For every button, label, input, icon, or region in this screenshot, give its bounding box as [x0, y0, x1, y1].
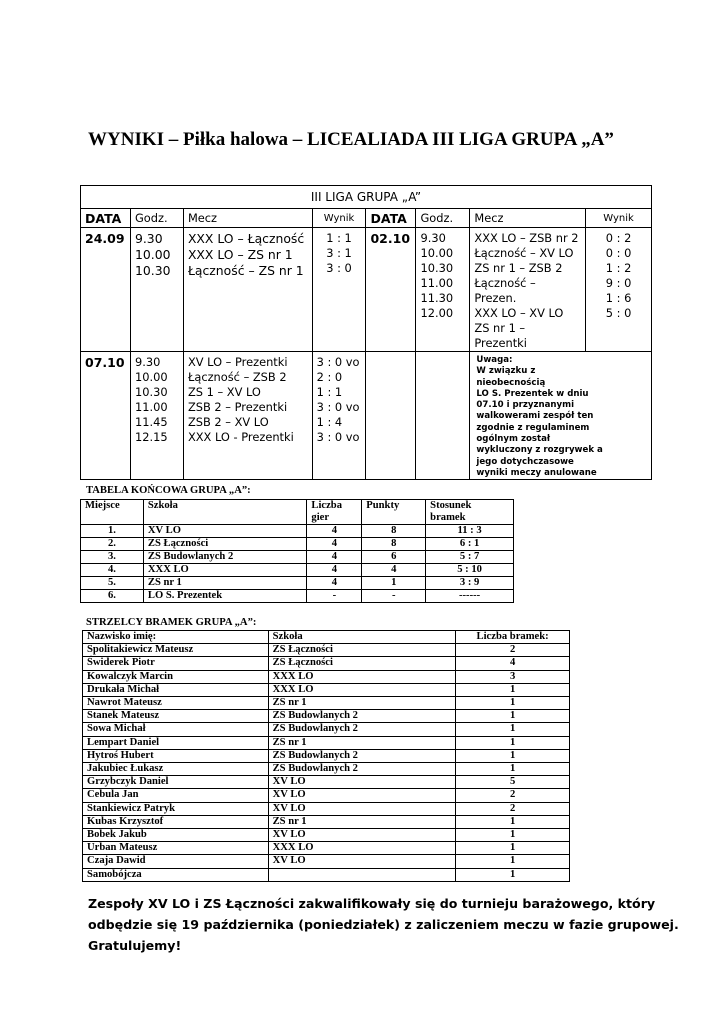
match-date: 07.10 — [81, 352, 131, 480]
scorers-table — [82, 630, 570, 882]
table-row — [83, 829, 570, 842]
school: XXX LO — [143, 564, 307, 577]
match-pairings — [183, 352, 312, 480]
table-row — [83, 763, 570, 776]
table-row — [83, 868, 570, 881]
player-goals: 1 — [456, 763, 570, 776]
place: 2. — [81, 538, 144, 551]
table-row — [83, 644, 570, 657]
scorers-header-row — [83, 631, 570, 644]
match-pairing: Łączność – ZSB 2 — [187, 370, 287, 384]
player-school: ZS nr 1 — [268, 697, 456, 710]
match-results — [312, 228, 366, 352]
header-time: Godz. — [130, 209, 183, 228]
note-line: Uwaga: — [476, 355, 513, 365]
table-row — [83, 683, 570, 696]
match-time: 10.00 — [134, 370, 168, 384]
header-match: Mecz — [470, 209, 586, 228]
match-time: 11.45 — [134, 415, 168, 429]
place: 5. — [81, 577, 144, 590]
standings-title: TABELA KOŃCOWA GRUPA „A”: — [86, 485, 251, 496]
player-school: ZS Budowlanych 2 — [268, 763, 456, 776]
points: 6 — [362, 551, 426, 564]
player-goals: 1 — [456, 697, 570, 710]
player-school: XXX LO — [268, 842, 456, 855]
note-line: jego dotychczasowe — [476, 456, 574, 467]
header-result: Wynik — [586, 209, 652, 228]
match-pairing: Łączność – Prezen. — [474, 276, 536, 305]
match-results — [312, 352, 366, 480]
player-school: ZS Łączności — [268, 657, 456, 670]
school: ZS Łączności — [143, 538, 307, 551]
note-line: wykluczony z rozgrywek a — [476, 445, 603, 456]
table-row — [83, 789, 570, 802]
match-time: 9.30 — [420, 231, 446, 245]
note-line: nieobecnością — [476, 377, 546, 388]
qualification-note: Zespoły XV LO i ZS Łączności zakwalifikowały się do turnieju barażowego, który odbędzie się 19 października (poniedziałek) z zaliczeniem meczu w fazie grupowej. Gratulujemy! — [88, 896, 679, 953]
player-goals: 1 — [456, 829, 570, 842]
player-name: Stankiewicz Patryk — [83, 802, 269, 815]
player-name: Grzybczyk Daniel — [83, 776, 269, 789]
standings-header-row — [81, 500, 514, 525]
table-row — [83, 723, 570, 736]
table-row — [81, 538, 514, 551]
goal-ratio: 11 : 3 — [426, 525, 514, 538]
note-line: LO S. Prezentek w dniu — [476, 388, 589, 399]
match-pairing: XXX LO – ZS nr 1 — [187, 247, 293, 262]
match-result: 3 : 0 vo — [316, 355, 360, 369]
match-time: 12.00 — [420, 306, 454, 320]
match-result: 3 : 0 — [326, 261, 352, 275]
match-pairing: ZSB 2 – Prezentki — [187, 400, 288, 414]
games: - — [307, 590, 362, 603]
match-time: 10.30 — [134, 385, 168, 399]
player-school: ZS nr 1 — [268, 815, 456, 828]
player-goals: 4 — [456, 657, 570, 670]
player-name: Świderek Piotr — [83, 657, 269, 670]
place: 6. — [81, 590, 144, 603]
table-row — [81, 564, 514, 577]
player-school — [268, 868, 456, 881]
table-row — [83, 749, 570, 762]
player-name: Spolitakiewicz Mateusz — [83, 644, 269, 657]
player-name: Cebula Jan — [83, 789, 269, 802]
match-date: 24.09 — [81, 228, 131, 352]
header-games — [307, 500, 362, 525]
player-goals: 2 — [456, 644, 570, 657]
place: 3. — [81, 551, 144, 564]
match-pairing: XXX LO – Łączność — [187, 231, 305, 246]
player-school: XV LO — [268, 776, 456, 789]
player-school: XXX LO — [268, 670, 456, 683]
header-place: Miejsce — [81, 500, 144, 525]
header-goal-ratio — [426, 500, 514, 525]
points: 8 — [362, 525, 426, 538]
table-row — [83, 855, 570, 868]
header-games-line: gier — [311, 512, 330, 523]
place: 4. — [81, 564, 144, 577]
goal-ratio: 6 : 1 — [426, 538, 514, 551]
empty-cell — [366, 352, 416, 480]
player-goals: 1 — [456, 815, 570, 828]
player-school: XV LO — [268, 829, 456, 842]
player-goals: 1 — [456, 683, 570, 696]
player-name: Lempart Daniel — [83, 736, 269, 749]
match-time: 12.15 — [134, 430, 168, 444]
note-line: W związku z — [476, 366, 536, 377]
school: ZS nr 1 — [143, 577, 307, 590]
points: 4 — [362, 564, 426, 577]
match-times — [130, 352, 183, 480]
player-goals: 1 — [456, 855, 570, 868]
player-name: Nawrot Mateusz — [83, 697, 269, 710]
player-name: Jakubiec Łukasz — [83, 763, 269, 776]
match-time: 11.00 — [134, 400, 168, 414]
match-pairing: ZSB 2 – XV LO — [187, 415, 269, 429]
player-name: Bobek Jakub — [83, 829, 269, 842]
table-row — [83, 815, 570, 828]
player-goals: 2 — [456, 802, 570, 815]
player-goals: 3 — [456, 670, 570, 683]
note-line: wyniki meczy anulowane — [476, 467, 597, 478]
player-name: Stanek Mateusz — [83, 710, 269, 723]
player-school: XV LO — [268, 789, 456, 802]
table-row — [81, 590, 514, 603]
match-result: 3 : 0 vo — [316, 430, 360, 444]
match-time: 10.30 — [420, 261, 454, 275]
header-date: DATA — [366, 209, 416, 228]
match-block-row — [81, 228, 652, 352]
match-result: 3 : 0 vo — [316, 400, 360, 414]
header-name: Nazwisko imię: — [83, 631, 269, 644]
header-result: Wynik — [312, 209, 366, 228]
note-line: ogólnym został — [476, 434, 551, 445]
header-ratio-line: bramek — [430, 512, 466, 523]
match-result: 1 : 4 — [316, 415, 343, 429]
match-time: 11.30 — [420, 291, 454, 305]
player-name: Samobójcza — [83, 868, 269, 881]
match-result: 0 : 0 — [605, 246, 632, 260]
player-goals: 1 — [456, 736, 570, 749]
note-line: 07.10 i przyznanymi — [476, 400, 575, 411]
table-row — [83, 802, 570, 815]
match-pairings — [183, 228, 312, 352]
table-row — [83, 670, 570, 683]
player-name: Czaja Dawid — [83, 855, 269, 868]
player-goals: 1 — [456, 749, 570, 762]
player-name: Urban Mateusz — [83, 842, 269, 855]
match-result: 3 : 1 — [326, 246, 352, 260]
match-pairing: ZS nr 1 – ZSB 2 — [474, 261, 563, 275]
games: 4 — [307, 577, 362, 590]
games: 4 — [307, 525, 362, 538]
player-school: ZS Łączności — [268, 644, 456, 657]
player-goals: 2 — [456, 789, 570, 802]
goal-ratio: 5 : 10 — [426, 564, 514, 577]
match-pairing: Łączność – XV LO — [474, 246, 574, 260]
match-times — [416, 228, 470, 352]
goal-ratio: ------ — [426, 590, 514, 603]
match-times — [130, 228, 183, 352]
match-time: 9.30 — [134, 231, 163, 246]
player-goals: 5 — [456, 776, 570, 789]
match-result: 1 : 1 — [326, 231, 352, 245]
player-school: XV LO — [268, 855, 456, 868]
header-points: Punkty — [362, 500, 426, 525]
match-result: 1 : 6 — [605, 291, 632, 305]
header-goals: Liczba bramek: — [456, 631, 570, 644]
player-school: ZS nr 1 — [268, 736, 456, 749]
goal-ratio: 3 : 9 — [426, 577, 514, 590]
games: 4 — [307, 564, 362, 577]
note-line: walkowerami zespół ten — [476, 411, 594, 422]
match-result: 1 : 2 — [605, 261, 632, 275]
player-name: Drukała Michał — [83, 683, 269, 696]
table-row — [81, 577, 514, 590]
standings-table — [80, 499, 514, 603]
school: LO S. Prezentek — [143, 590, 307, 603]
match-result: 2 : 0 — [316, 370, 343, 384]
match-time: 11.00 — [420, 276, 454, 290]
match-pairing: ZS nr 1 – Prezentki — [474, 321, 527, 350]
player-school: XXX LO — [268, 683, 456, 696]
table-row — [83, 710, 570, 723]
match-result: 1 : 1 — [316, 385, 343, 399]
match-pairing: XXX LO - Prezentki — [187, 430, 294, 444]
player-goals: 1 — [456, 723, 570, 736]
match-time: 10.00 — [134, 247, 171, 262]
header-school: Szkoła — [143, 500, 307, 525]
header-date: DATA — [81, 209, 131, 228]
header-time: Godz. — [416, 209, 470, 228]
match-table-caption: III LIGA GRUPA „A” — [81, 186, 652, 209]
table-row — [83, 657, 570, 670]
points: 8 — [362, 538, 426, 551]
page-title: WYNIKI – Piłka halowa – LICEALIADA III LIGA GRUPA „A” — [88, 129, 614, 150]
match-table-header-row — [81, 209, 652, 228]
table-row — [83, 697, 570, 710]
match-results — [586, 228, 652, 352]
table-row — [81, 525, 514, 538]
table-row — [83, 776, 570, 789]
empty-cell — [416, 352, 470, 480]
player-name: Kubas Krzysztof — [83, 815, 269, 828]
games: 4 — [307, 538, 362, 551]
header-match: Mecz — [183, 209, 312, 228]
match-results-table — [80, 185, 652, 480]
table-row — [83, 736, 570, 749]
player-school: ZS Budowlanych 2 — [268, 710, 456, 723]
match-pairings — [470, 228, 586, 352]
match-result: 9 : 0 — [605, 276, 632, 290]
points: 1 — [362, 577, 426, 590]
player-school: XV LO — [268, 802, 456, 815]
match-time: 9.30 — [134, 355, 161, 369]
match-pairing: XXX LO – ZSB nr 2 — [474, 231, 579, 245]
points: - — [362, 590, 426, 603]
header-ratio-line: Stosunek — [430, 500, 472, 511]
match-pairing: ZS 1 – XV LO — [187, 385, 261, 399]
match-result: 0 : 2 — [605, 231, 632, 245]
school: XV LO — [143, 525, 307, 538]
note-line: zgodnie z regulaminem — [476, 422, 590, 433]
player-school: ZS Budowlanych 2 — [268, 749, 456, 762]
player-goals: 1 — [456, 842, 570, 855]
match-time: 10.00 — [420, 246, 454, 260]
header-school: Szkoła — [268, 631, 456, 644]
player-school: ZS Budowlanych 2 — [268, 723, 456, 736]
match-pairing: XXX LO – XV LO — [474, 306, 564, 320]
table-row — [81, 551, 514, 564]
player-goals: 1 — [456, 710, 570, 723]
table-row — [83, 842, 570, 855]
match-date: 02.10 — [366, 228, 416, 352]
scorers-title: STRZELCY BRAMEK GRUPA „A”: — [86, 617, 257, 628]
player-goals: 1 — [456, 868, 570, 881]
player-name: Hytroś Hubert — [83, 749, 269, 762]
match-block-row — [81, 352, 652, 480]
player-name: Sowa Michał — [83, 723, 269, 736]
place: 1. — [81, 525, 144, 538]
header-games-line: Liczba — [311, 500, 342, 511]
match-result: 5 : 0 — [605, 306, 632, 320]
school: ZS Budowlanych 2 — [143, 551, 307, 564]
match-pairing: Łączność – ZS nr 1 — [187, 263, 304, 278]
match-pairing: XV LO – Prezentki — [187, 355, 288, 369]
player-name: Kowalczyk Marcin — [83, 670, 269, 683]
disqualification-note — [470, 352, 652, 480]
games: 4 — [307, 551, 362, 564]
goal-ratio: 5 : 7 — [426, 551, 514, 564]
match-time: 10.30 — [134, 263, 171, 278]
